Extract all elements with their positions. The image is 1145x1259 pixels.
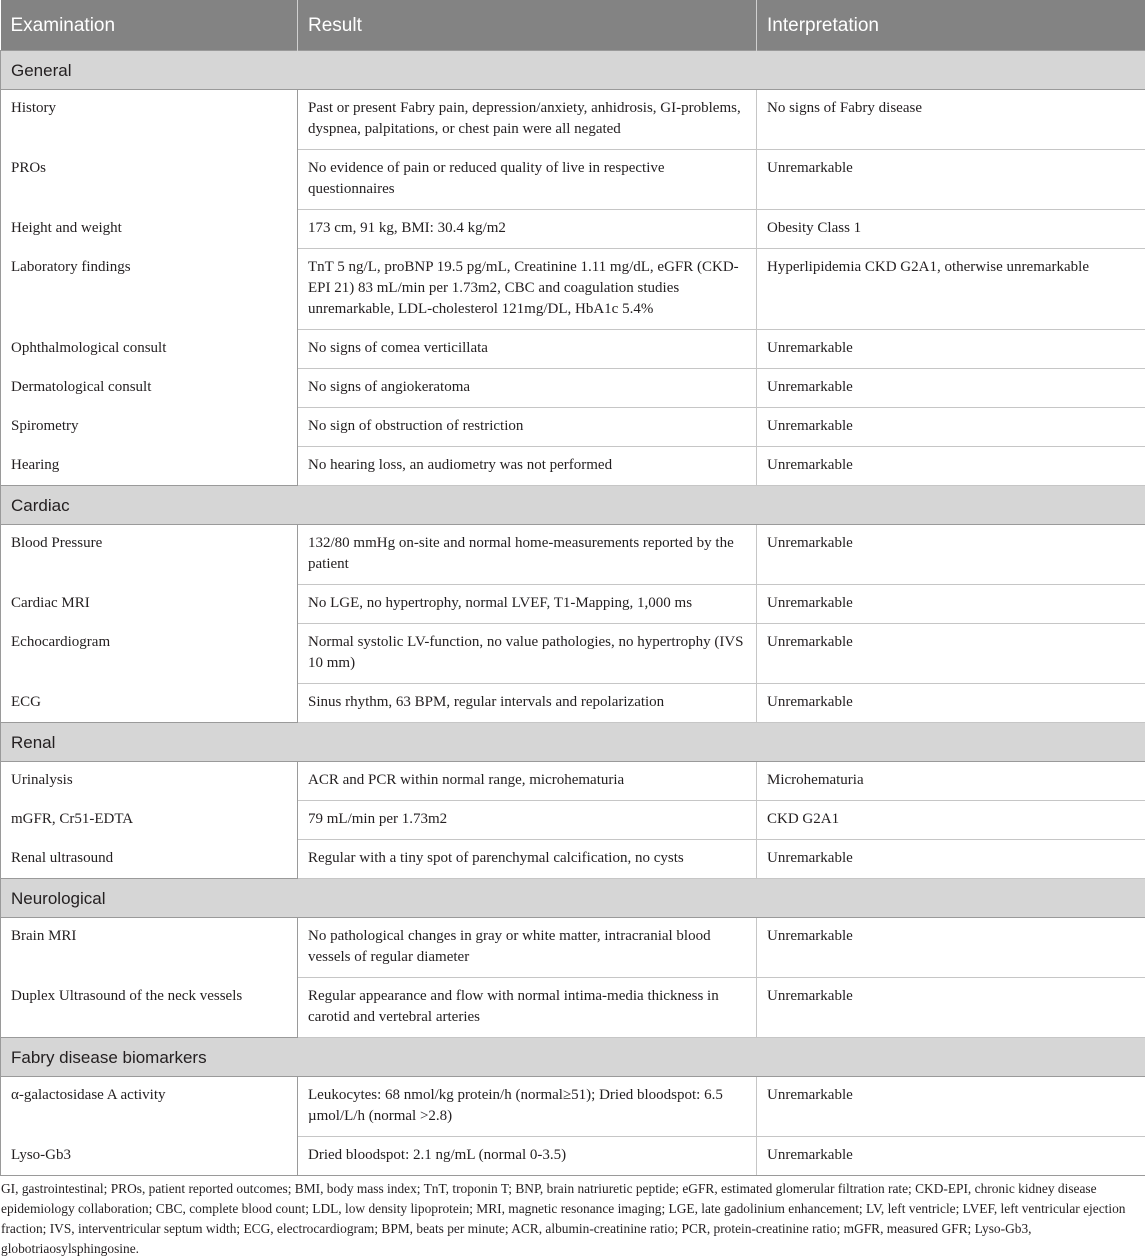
interpretation-cell: Unremarkable [757,1077,1145,1137]
result-cell: No pathological changes in gray or white matter, intracranial blood vessels of regular diameter [298,918,757,978]
exam-cell: Urinalysis [1,762,298,801]
table-row [1,1077,1145,1137]
interpretation-cell: Unremarkable [757,408,1145,447]
exam-cell: α-galactosidase A activity [1,1077,298,1137]
table-row [1,90,1145,150]
result-cell: 132/80 mmHg on-site and normal home-measurements reported by the patient [298,525,757,585]
table-row [1,978,1145,1038]
exam-cell: Laboratory findings [1,249,298,330]
result-cell: No LGE, no hypertrophy, normal LVEF, T1-Mapping, 1,000 ms [298,585,757,624]
section-title: Neurological [1,879,1145,918]
section-row [1,879,1145,918]
table-row [1,249,1145,330]
exam-cell: ECG [1,684,298,723]
result-cell: No hearing loss, an audiometry was not performed [298,447,757,486]
result-cell: No signs of comea verticillata [298,330,757,369]
interpretation-cell: Hyperlipidemia CKD G2A1, otherwise unremarkable [757,249,1145,330]
result-cell: Dried bloodspot: 2.1 ng/mL (normal 0-3.5) [298,1137,757,1176]
section-row [1,1038,1145,1077]
section-row [1,486,1145,525]
exam-cell: Ophthalmological consult [1,330,298,369]
table-row [1,150,1145,210]
table-row [1,447,1145,486]
section-title: Renal [1,723,1145,762]
table-row [1,210,1145,249]
exam-cell: Duplex Ultrasound of the neck vessels [1,978,298,1038]
exam-cell: Dermatological consult [1,369,298,408]
result-cell: No sign of obstruction of restriction [298,408,757,447]
table-header [1,0,1145,51]
result-cell: Sinus rhythm, 63 BPM, regular intervals and repolarization [298,684,757,723]
table-row [1,624,1145,684]
interpretation-cell: CKD G2A1 [757,801,1145,840]
exam-cell: Height and weight [1,210,298,249]
section-title: Cardiac [1,486,1145,525]
exam-cell: Cardiac MRI [1,585,298,624]
interpretation-cell: Unremarkable [757,918,1145,978]
table-row [1,369,1145,408]
column-header-result: Result [298,0,757,51]
column-header-examination: Examination [1,0,298,51]
table-row [1,918,1145,978]
table-footnote: GI, gastrointestinal; PROs, patient reported outcomes; BMI, body mass index; TnT, troponin T; BNP, brain natriuretic peptide; eGFR, estimated glomerular filtration rate; CKD-EPI, chronic kidney disease epidemiology collaboration; CBC, complete blood count; LDL, low density lipoprotein; MRI, magnetic resonance imaging; LGE, late gadolinium enhancement; LV, left ventricle; LVEF, left ventricular ejection fraction; IVS, interventricular septum width; ECG, electrocardiogram; BPM, beats per minute; ACR, albumin-creatinine ratio; PCR, protein-creatinine ratio; mGFR, measured GFR; Lyso-Gb3, globotriaosylsphingosine. [1,1181,1126,1256]
table-row [1,1137,1145,1176]
interpretation-cell: Unremarkable [757,525,1145,585]
exam-cell: Blood Pressure [1,525,298,585]
table-row [1,762,1145,801]
table-row [1,525,1145,585]
result-cell: Normal systolic LV-function, no value pathologies, no hypertrophy (IVS 10 mm) [298,624,757,684]
interpretation-cell: Unremarkable [757,369,1145,408]
table-row [1,585,1145,624]
result-cell: TnT 5 ng/L, proBNP 19.5 pg/mL, Creatinine 1.11 mg/dL, eGFR (CKD-EPI 21) 83 mL/min per 1.73m2, CBC and coagulation studies unremarkable, LDL-cholesterol 121mg/DL, HbA1c 5.4% [298,249,757,330]
column-header-interpretation: Interpretation [757,0,1145,51]
exam-cell: Renal ultrasound [1,840,298,879]
exam-cell: Spirometry [1,408,298,447]
interpretation-cell: Unremarkable [757,684,1145,723]
interpretation-cell: Unremarkable [757,840,1145,879]
interpretation-cell: Unremarkable [757,150,1145,210]
section-title: General [1,51,1145,90]
interpretation-cell: Unremarkable [757,585,1145,624]
result-cell: Regular appearance and flow with normal intima-media thickness in carotid and vertebral arteries [298,978,757,1038]
result-cell: 173 cm, 91 kg, BMI: 30.4 kg/m2 [298,210,757,249]
result-cell: No signs of angiokeratoma [298,369,757,408]
table-row [1,801,1145,840]
interpretation-cell: Unremarkable [757,978,1145,1038]
exam-cell: Brain MRI [1,918,298,978]
result-cell: Regular with a tiny spot of parenchymal calcification, no cysts [298,840,757,879]
section-row [1,51,1145,90]
table-row [1,840,1145,879]
section-row [1,723,1145,762]
exam-cell: PROs [1,150,298,210]
table-row [1,330,1145,369]
interpretation-cell: No signs of Fabry disease [757,90,1145,150]
exam-cell: Hearing [1,447,298,486]
exam-cell: mGFR, Cr51-EDTA [1,801,298,840]
result-cell: No evidence of pain or reduced quality of live in respective questionnaires [298,150,757,210]
result-cell: 79 mL/min per 1.73m2 [298,801,757,840]
table-row [1,684,1145,723]
interpretation-cell: Unremarkable [757,624,1145,684]
result-cell: Leukocytes: 68 nmol/kg protein/h (normal≥51); Dried bloodspot: 6.5 µmol/L/h (normal >2.8) [298,1077,757,1137]
interpretation-cell: Unremarkable [757,1137,1145,1176]
exam-cell: Echocardiogram [1,624,298,684]
section-title: Fabry disease biomarkers [1,1038,1145,1077]
interpretation-cell: Unremarkable [757,447,1145,486]
exam-cell: History [1,90,298,150]
table-row [1,408,1145,447]
exam-cell: Lyso-Gb3 [1,1137,298,1176]
interpretation-cell: Obesity Class 1 [757,210,1145,249]
header-row [1,0,1145,51]
interpretation-cell: Unremarkable [757,330,1145,369]
interpretation-cell: Microhematuria [757,762,1145,801]
result-cell: Past or present Fabry pain, depression/anxiety, anhidrosis, GI-problems, dyspnea, palpitations, or chest pain were all negated [298,90,757,150]
result-cell: ACR and PCR within normal range, microhematuria [298,762,757,801]
